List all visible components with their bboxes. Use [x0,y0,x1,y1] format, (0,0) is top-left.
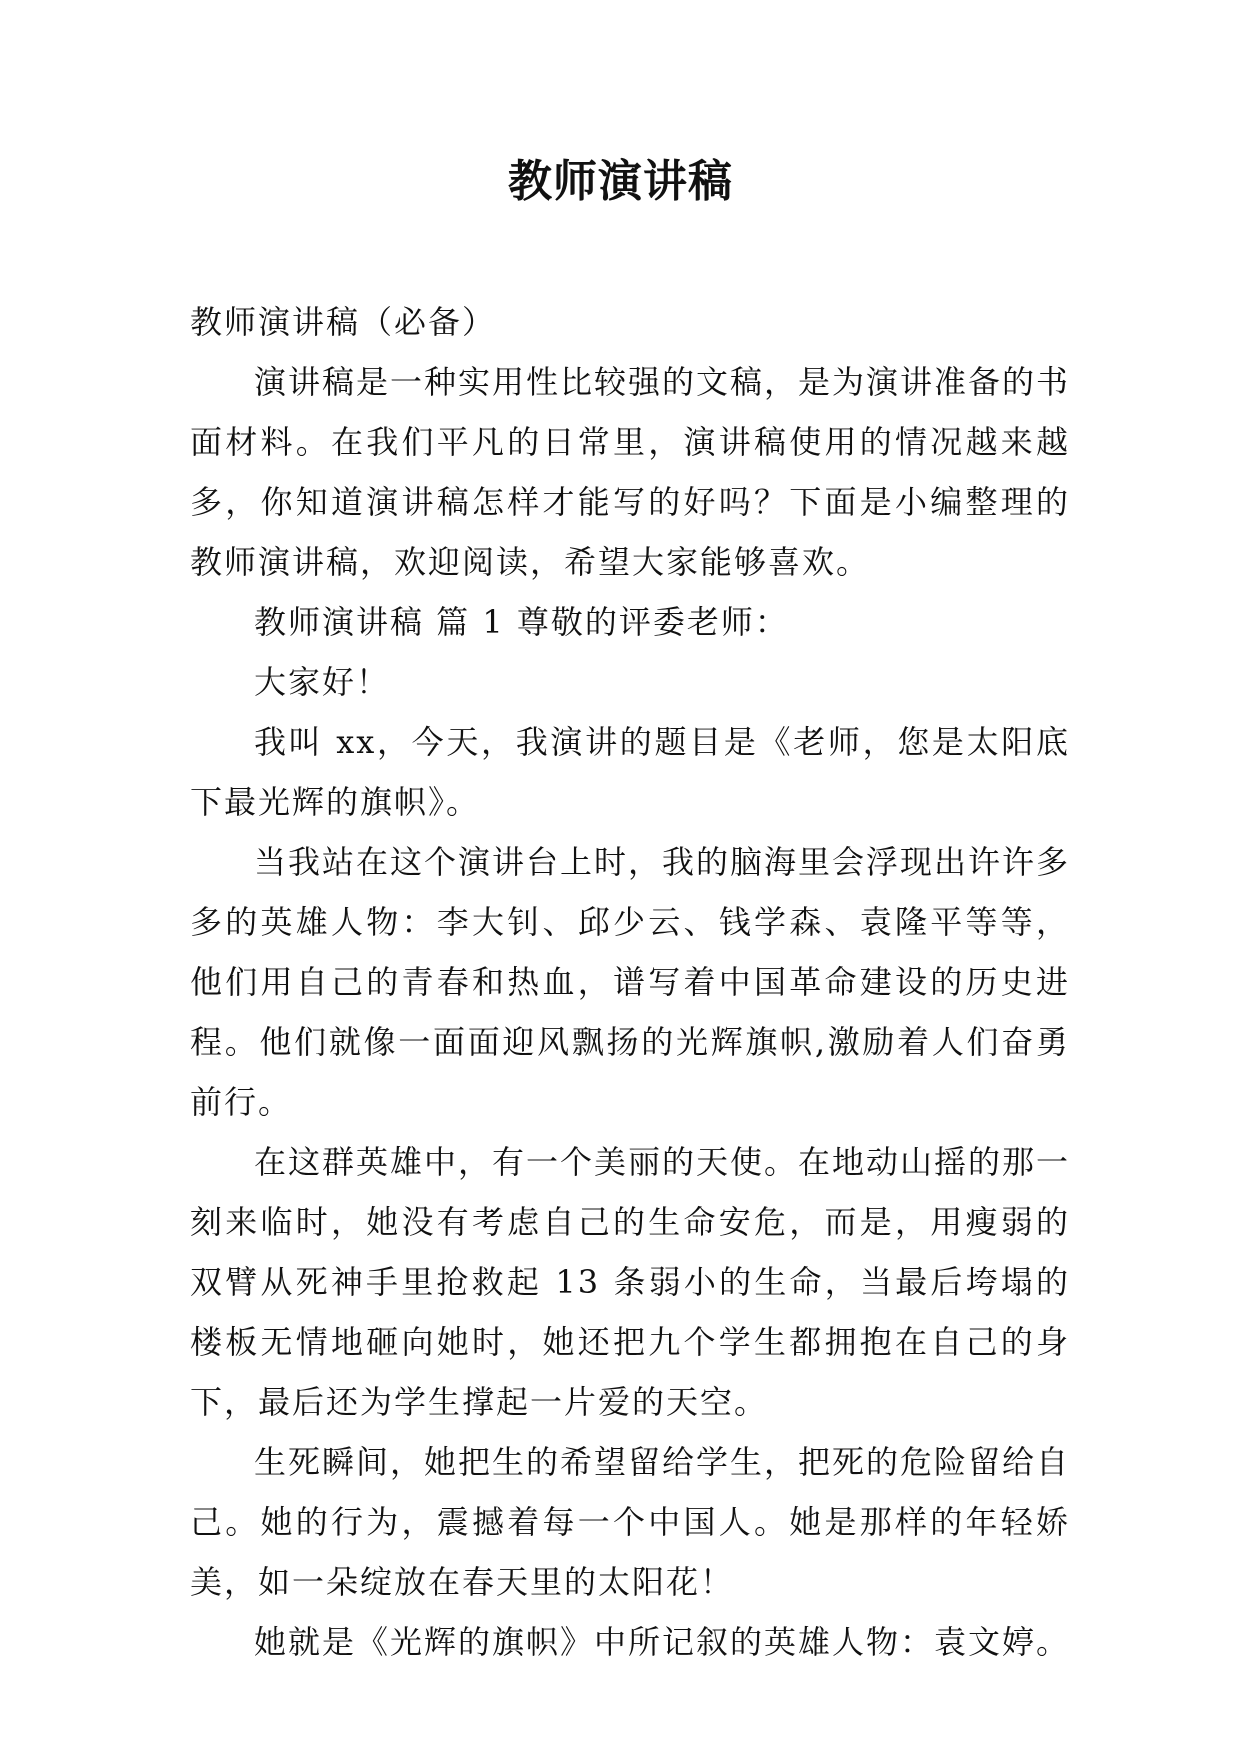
angel-paragraph: 在这群英雄中，有一个美丽的天使。在地动山摇的那一刻来临时，她没有考虑自己的生命安危，而是，用瘦弱的双臂从死神手里抢救起 13 条弱小的生命，当最后垮塌的楼板无情地砸向她时，她还把九个学生都拥抱在自己的身下，最后还为学生撑起一片爱的天空。 [190,1143,1071,1421]
name-paragraph: 她就是《光辉的旗帜》中所记叙的英雄人物：袁文婷。 [254,1623,1071,1661]
heroes-paragraph: 当我站在这个演讲台上时，我的脑海里会浮现出许许多多的英雄人物：李大钊、邱少云、钱学森、袁隆平等等，他们用自己的青春和热血，谱写着中国革命建设的历史进程。他们就像一面面迎风飘扬的光辉旗帜,激励着人们奋勇前行。 [190,843,1071,1121]
intro-paragraph: 演讲稿是一种实用性比较强的文稿，是为演讲准备的书面材料。在我们平凡的日常里，演讲稿使用的情况越来越多，你知道演讲稿怎样才能写的好吗？下面是小编整理的教师演讲稿，欢迎阅读，希望大家能够喜欢。 [190,363,1071,581]
greeting-paragraph: 大家好！ [254,663,391,701]
speech-heading-paragraph: 教师演讲稿 篇 1 尊敬的评委老师： [254,603,789,641]
moment-paragraph: 生死瞬间，她把生的希望留给学生，把死的危险留给自己。她的行为，震撼着每一个中国人。她是那样的年轻娇美，如一朵绽放在春天里的太阳花！ [190,1443,1071,1601]
document-body [190,292,1070,1672]
subtitle-paragraph: 教师演讲稿（必备） [190,303,497,341]
document-title: 教师演讲稿 [508,156,733,207]
topic-paragraph: 我叫 xx，今天，我演讲的题目是《老师，您是太阳底下最光辉的旗帜》。 [190,723,1070,821]
